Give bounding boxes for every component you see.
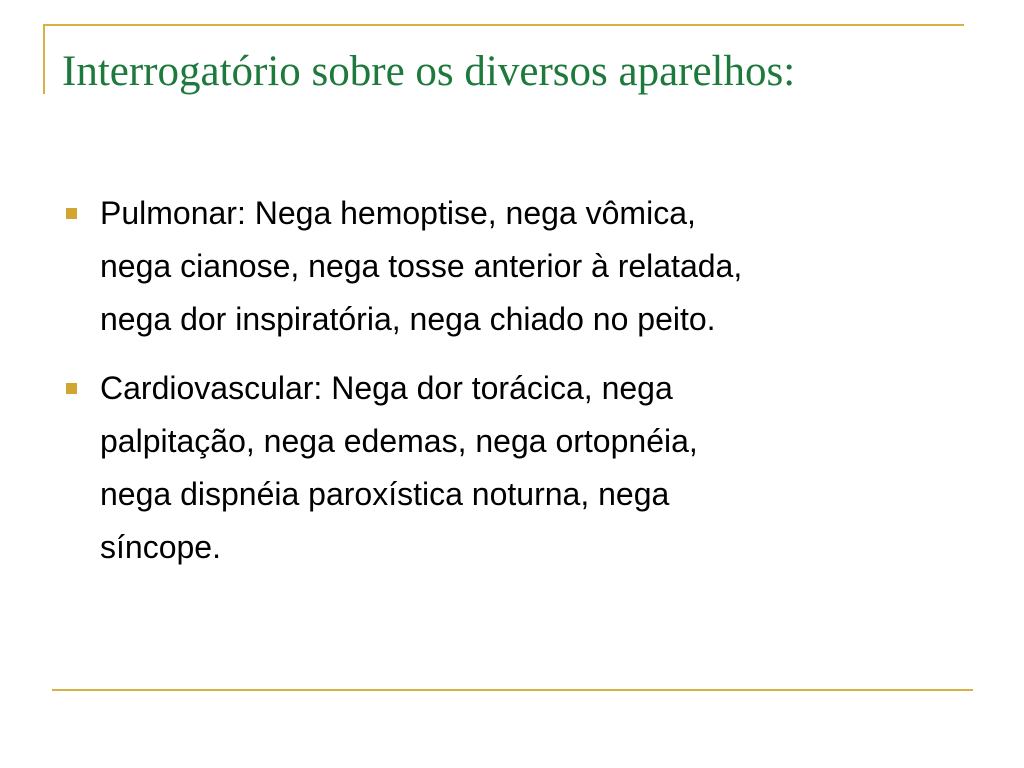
bullet-list	[62, 187, 962, 590]
bullet-line: Cardiovascular: Nega dor torácica, nega	[100, 370, 673, 406]
bullet-line: nega dor inspiratória, nega chiado no peito.	[100, 301, 716, 337]
slide-title: Interrogatório sobre os diversos aparelhos:	[62, 48, 796, 95]
top-accent-line	[43, 24, 964, 26]
bullet-item-pulmonar	[62, 187, 962, 346]
square-bullet-icon	[66, 383, 77, 394]
bullet-item-cardiovascular	[62, 362, 962, 574]
bullet-line: síncope.	[100, 529, 221, 565]
bullet-line: Pulmonar: Nega hemoptise, nega vômica,	[100, 195, 696, 231]
bottom-accent-line	[52, 689, 973, 691]
bullet-line: nega dispnéia paroxística noturna, nega	[100, 476, 670, 512]
square-bullet-icon	[66, 208, 77, 219]
bullet-line: nega cianose, nega tosse anterior à relatada,	[100, 248, 743, 284]
left-accent-line	[43, 24, 45, 94]
bullet-line: palpitação, nega edemas, nega ortopnéia,	[100, 423, 698, 459]
